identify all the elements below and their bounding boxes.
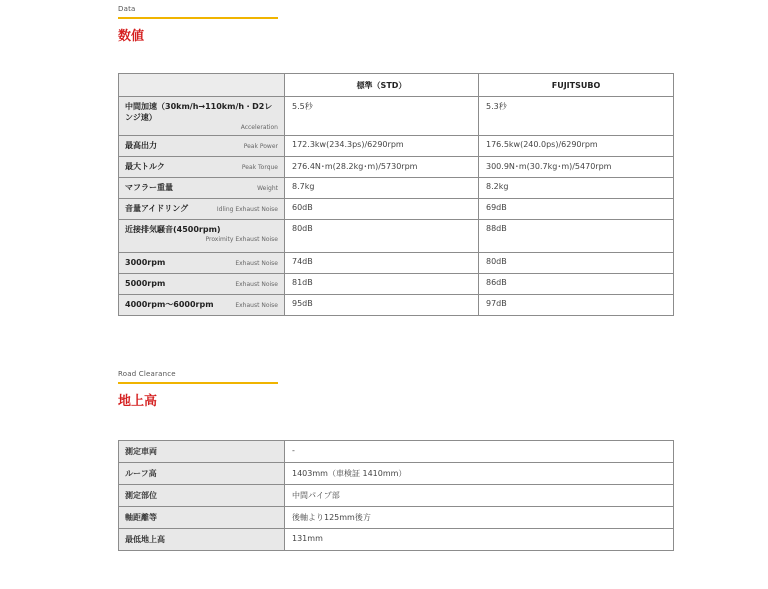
data-eyebrow: Data: [118, 5, 136, 13]
table-row: [119, 529, 674, 551]
fujitsubo-value: 300.9N･m(30.7kg･m)/5470rpm: [479, 157, 674, 178]
accent-rule: [118, 17, 278, 19]
std-value: 172.3kw(234.3ps)/6290rpm: [285, 136, 479, 157]
row-label-jp: 音量アイドリング: [125, 204, 189, 213]
row-label-en: Peak Power: [243, 143, 278, 150]
std-value: 81dB: [285, 274, 479, 295]
row-label-en: Weight: [257, 185, 278, 192]
fujitsubo-value: 80dB: [479, 253, 674, 274]
row-label: [119, 295, 285, 316]
row-label-jp: マフラー重量: [125, 183, 173, 192]
std-value: 276.4N･m(28.2kg･m)/5730rpm: [285, 157, 479, 178]
row-label-jp: 中間加速（30km/h→110km/h・D2レンジ速）: [125, 102, 273, 122]
table-row: [119, 295, 674, 316]
row-label: [119, 157, 285, 178]
fujitsubo-value: 8.2kg: [479, 178, 674, 199]
row-value: 131mm: [285, 529, 674, 551]
column-header-std: 標準（STD）: [285, 74, 479, 97]
row-label-en: Acceleration: [240, 124, 278, 131]
row-label-en: Peak Torque: [241, 164, 278, 171]
table-row: [119, 507, 674, 529]
fujitsubo-value: 69dB: [479, 199, 674, 220]
row-label: [119, 253, 285, 274]
road-eyebrow: Road Clearance: [118, 370, 176, 378]
row-label: ルーフ高: [119, 463, 285, 485]
performance-table: [118, 73, 674, 316]
row-label: [119, 97, 285, 136]
fujitsubo-value: 88dB: [479, 220, 674, 253]
row-label-jp: 4000rpm〜6000rpm: [125, 300, 214, 309]
row-value: 1403mm（車検証 1410mm）: [285, 463, 674, 485]
road-heading: 地上高: [118, 394, 158, 409]
row-label-en: Proximity Exhaust Noise: [205, 236, 278, 243]
data-section-header: [118, 5, 278, 44]
header-blank-cell: [119, 74, 285, 97]
std-value: 74dB: [285, 253, 479, 274]
row-label: [119, 178, 285, 199]
row-label-jp: 最大トルク: [125, 162, 165, 171]
table-row: [119, 441, 674, 463]
row-label-jp: 5000rpm: [125, 279, 166, 288]
fujitsubo-value: 97dB: [479, 295, 674, 316]
row-label: 測定部位: [119, 485, 285, 507]
row-label-jp: 最高出力: [125, 141, 157, 150]
std-value: 80dB: [285, 220, 479, 253]
std-value: 8.7kg: [285, 178, 479, 199]
row-label: [119, 274, 285, 295]
accent-rule: [118, 382, 278, 384]
column-header-fujitsubo: FUJITSUBO: [479, 74, 674, 97]
row-label: [119, 136, 285, 157]
row-label: 測定車両: [119, 441, 285, 463]
row-label-jp: 3000rpm: [125, 258, 166, 267]
fujitsubo-value: 86dB: [479, 274, 674, 295]
row-label-en: Idling Exhaust Noise: [216, 206, 278, 213]
table-header-row: [119, 74, 674, 97]
table-row: [119, 220, 674, 253]
table-row: [119, 136, 674, 157]
row-value: -: [285, 441, 674, 463]
std-value: 60dB: [285, 199, 479, 220]
row-label-en: Exhaust Noise: [235, 302, 278, 309]
table-row: [119, 485, 674, 507]
table-row: [119, 463, 674, 485]
row-label-en: Exhaust Noise: [235, 281, 278, 288]
row-label: [119, 199, 285, 220]
fujitsubo-value: 176.5kw(240.0ps)/6290rpm: [479, 136, 674, 157]
row-label-jp: 近接排気騒音(4500rpm): [125, 225, 221, 234]
road-clearance-table: [118, 440, 674, 551]
row-value: 後軸より125mm後方: [285, 507, 674, 529]
table-row: [119, 97, 674, 136]
row-value: 中間パイプ部: [285, 485, 674, 507]
table-row: [119, 157, 674, 178]
table-row: [119, 253, 674, 274]
data-heading: 数値: [118, 29, 145, 44]
row-label: [119, 220, 285, 253]
std-value: 95dB: [285, 295, 479, 316]
row-label: 最低地上高: [119, 529, 285, 551]
table-row: [119, 199, 674, 220]
row-label-en: Exhaust Noise: [235, 260, 278, 267]
std-value: 5.5秒: [285, 97, 479, 136]
table-row: [119, 178, 674, 199]
row-label: 軸距離等: [119, 507, 285, 529]
road-section-header: [118, 370, 278, 409]
fujitsubo-value: 5.3秒: [479, 97, 674, 136]
table-row: [119, 274, 674, 295]
